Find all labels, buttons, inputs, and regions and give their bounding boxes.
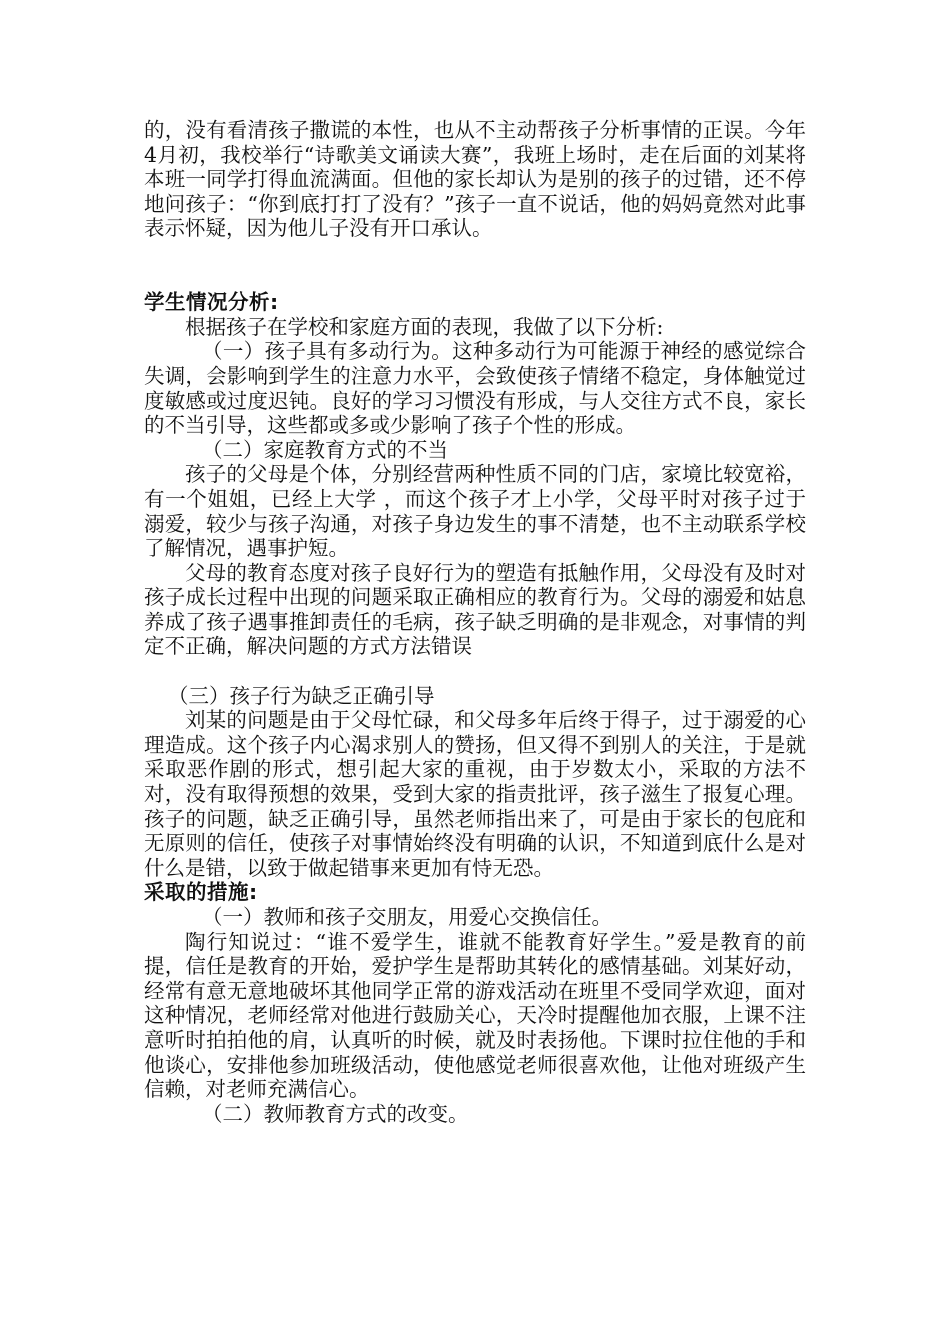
- measures-item-2-title: （二）教师教育方式的改变。: [202, 1101, 469, 1126]
- analysis-point-3-paragraph-1: 刘某的问题是由于父母忙碌，和父母多年后终于得子，过于溺爱的心理造成。这个孩子内心渴求别人的赞扬，但又得不到别人的关注，于是就采取恶作剧的形式，想引起大家的重视，由于岁数太小，采取的方法不对，没有取得预想的效果，受到大家的指责批评，孩子滋生了报复心理。孩子的问题，缺乏正确引导，虽然老师指出来了，可是由于家长的包庇和无原则的信任，使孩子对事情始终没有明确的认识，不知道到底什么是对什么是错，以致于做起错事来更加有恃无恐。: [144, 708, 806, 880]
- analysis-heading: 学生情况分析:: [144, 290, 279, 315]
- intro-paragraph: 的，没有看清孩子撒谎的本性，也从不主动帮孩子分析事情的正误。今年4月初，我校举行“诗歌美文诵读大赛”，我班上场时，走在后面的刘某将本班一同学打得血流满面。但他的家长却认为是别的孩子的过错，还不停地问孩子：“你到底打打了没有？”孩子一直不说话，他的妈妈竟然对此事表示怀疑，因为他儿子没有开口承认。: [144, 118, 806, 241]
- spacer: [144, 659, 806, 684]
- document-page: [144, 118, 806, 1126]
- analysis-point-2-title: （二）家庭教育方式的不当: [202, 437, 448, 462]
- measures-item-1-title: （一）教师和孩子交朋友，用爱心交换信任。: [202, 905, 612, 929]
- analysis-point-1: （一）孩子具有多动行为。这种多动行为可能源于神经的感觉综合失调，会影响到学生的注意力水平，会致使孩子情绪不稳定，身体触觉过度敏感或过度迟钝。良好的学习习惯没有形成，与人交往方式不良，家长的不当引导，这些都或多或少影响了孩子个性的形成。: [144, 339, 806, 438]
- spacer: [144, 241, 806, 266]
- analysis-point-2-paragraph-1: 孩子的父母是个体，分别经营两种性质不同的门店，家境比较宽裕，有一个姐姐，已经上大学 ，而这个孩子才上小学，父母平时对孩子过于溺爱，较少与孩子沟通，对孩子身边发生的事不清楚，也不主动联系学校了解情况，遇事护短。: [144, 462, 806, 561]
- spacer: [144, 266, 806, 291]
- analysis-point-2-paragraph-2: 父母的教育态度对孩子良好行为的塑造有抵触作用，父母没有及时对孩子成长过程中出现的问题采取正确相应的教育行为。父母的溺爱和姑息养成了孩子遇事推卸责任的毛病，孩子缺乏明确的是非观念，对事情的判定不正确，解决问题的方式方法错误: [144, 560, 806, 659]
- measures-item-1-paragraph: 陶行知说过：“谁不爱学生，谁就不能教育好学生。”爱是教育的前提，信任是教育的开始，爱护学生是帮助其转化的感情基础。刘某好动，经常有意无意地破坏其他同学正常的游戏活动在班里不受同学欢迎，面对这种情况，老师经常对他进行鼓励关心，天冷时提醒他加衣服，上课不注意听时拍拍他的肩，认真听的时候，就及时表扬他。下课时拉住他的手和他谈心，安排他参加班级活动，使他感觉老师很喜欢他，让他对班级产生信赖，对老师充满信心。: [144, 929, 806, 1102]
- measures-heading: 采取的措施:: [144, 880, 258, 905]
- analysis-point-3-title: （三）孩子行为缺乏正确引导: [168, 683, 435, 708]
- analysis-intro: 根据孩子在学校和家庭方面的表现，我做了以下分析:: [185, 314, 664, 339]
